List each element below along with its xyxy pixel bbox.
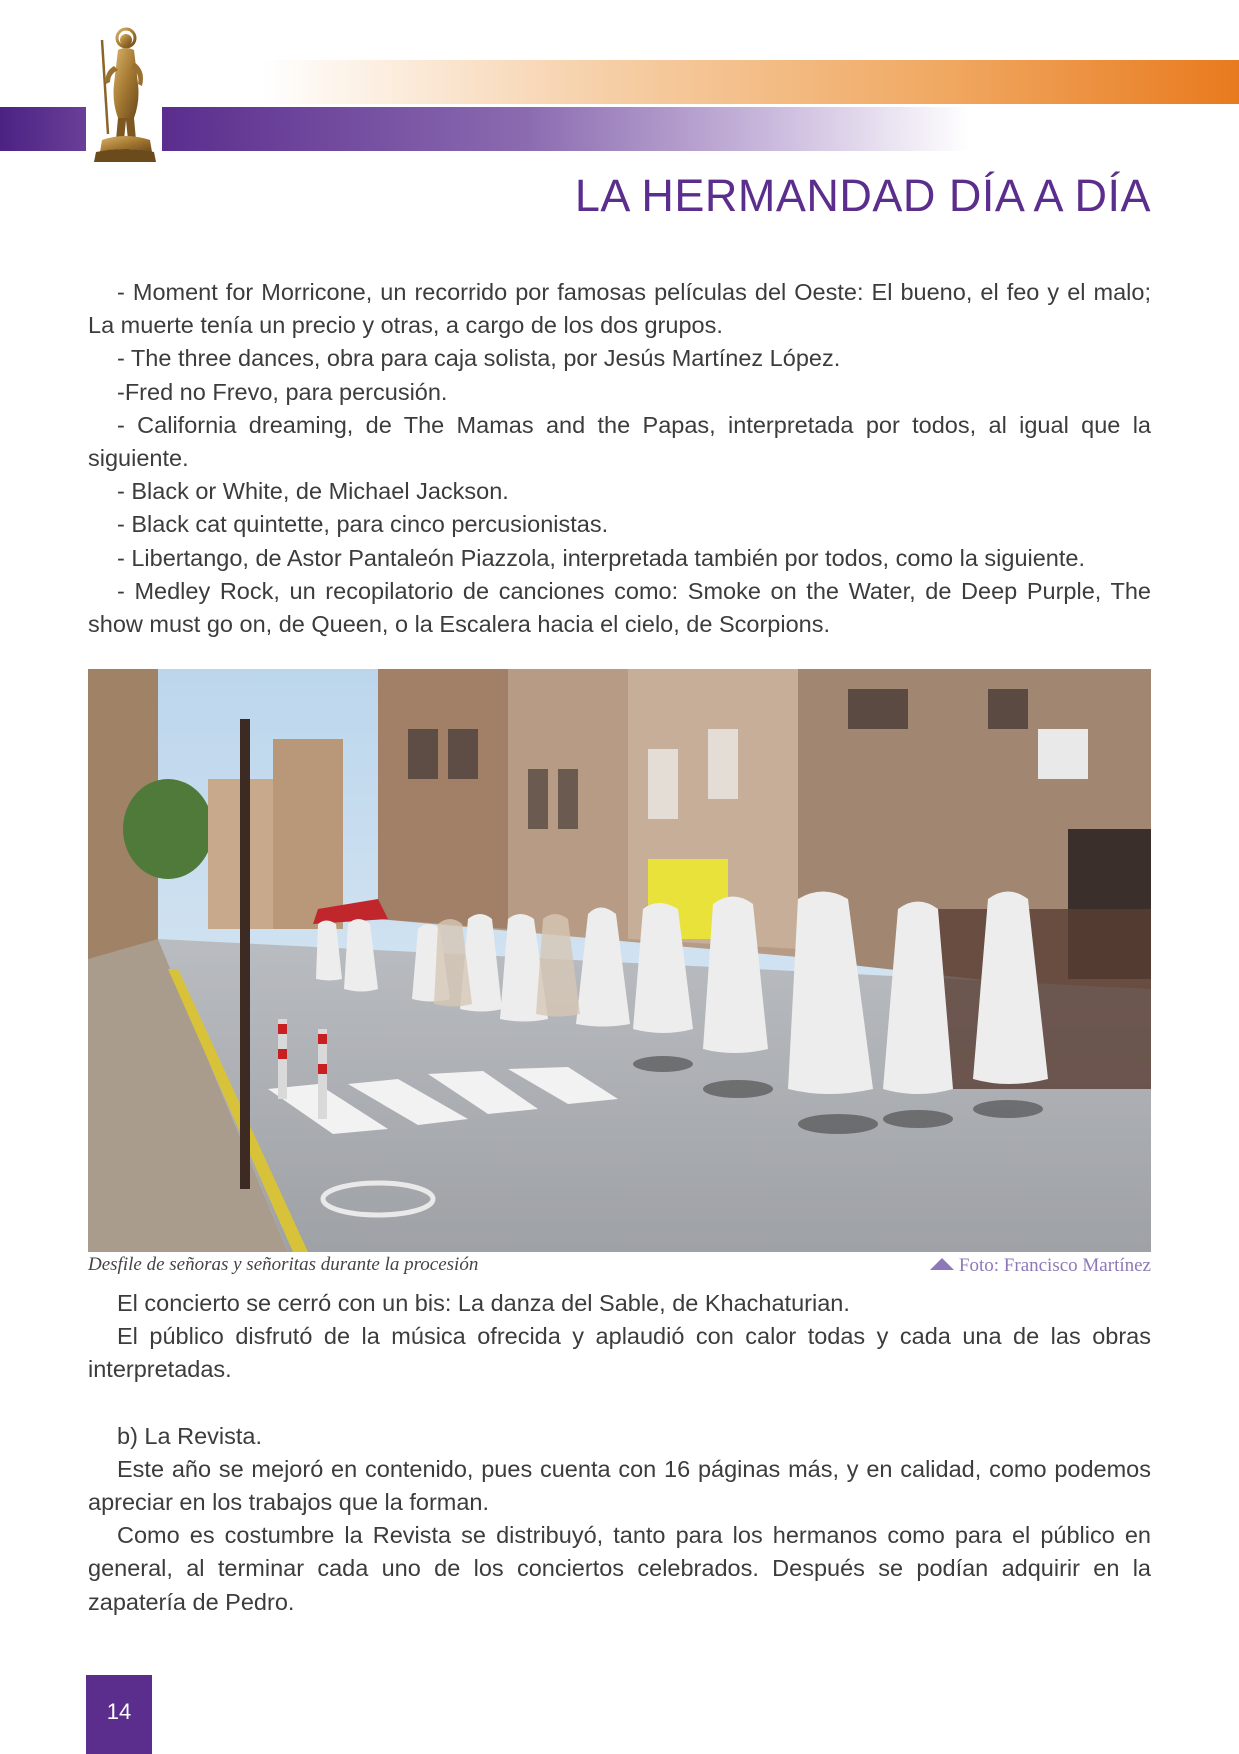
paragraph: - Black cat quintette, para cinco percusionistas. [117, 511, 609, 538]
paragraph: - Black or White, de Michael Jackson. [117, 478, 509, 505]
paragraph: - California dreaming, de The Mamas and the Papas, interpretada por todos, al igual que la siguiente. [88, 411, 1151, 472]
section-title: LA HERMANDAD DÍA A DÍA [574, 170, 1151, 221]
article-text-top [88, 276, 1151, 641]
paragraph: Este año se mejoró en contenido, pues cuenta con 16 páginas más, y en calidad, como podemos apreciar en los trabajos que la forman. [88, 1455, 1151, 1516]
paragraph: Como es costumbre la Revista se distribuyó, tanto para los hermanos como para el público en general, al terminar cada uno de los conciertos celebrados. Después se podían adquirir en la zapatería de Pedro. [88, 1522, 1151, 1615]
page-number: 14 [106, 1699, 132, 1724]
procession-photo [88, 669, 1151, 1252]
spacer [88, 1387, 1151, 1420]
paragraph: - The three dances, obra para caja solista, por Jesús Martínez López. [117, 345, 841, 372]
triangle-icon [930, 1258, 954, 1270]
header-orange-band [262, 60, 1239, 104]
paragraph: El público disfrutó de la música ofrecida y aplaudió con calor todas y cada una de las obras interpretadas. [88, 1323, 1151, 1383]
header-purple-block [0, 107, 86, 151]
paragraph: -Fred no Frevo, para percusión. [117, 378, 448, 405]
paragraph: - Medley Rock, un recopilatorio de canciones como: Smoke on the Water, de Deep Purple, The show must go on, de Queen, o la Escalera hacia el cielo, de Scorpions. [88, 577, 1151, 638]
paragraph: El concierto se cerró con un bis: La danza del Sable, de Khachaturian. [117, 1290, 850, 1316]
paragraph: - Libertango, de Astor Pantaleón Piazzola, interpretada también por todos, como la siguiente. [117, 544, 1086, 571]
photo-credit-text: Foto: Francisco Martínez [958, 1255, 1151, 1276]
paragraph: - Moment for Morricone, un recorrido por famosas películas del Oeste: El bueno, el feo y el malo; La muerte tenía un precio y otras, a cargo de los dos grupos. [88, 279, 1151, 339]
photo-credit [930, 1255, 1151, 1277]
subsection-heading: b) La Revista. [117, 1422, 262, 1449]
photo-caption: Desfile de señoras y señoritas durante la procesión [88, 1254, 479, 1275]
header-purple-band [162, 107, 970, 151]
saint-statue-logo [88, 22, 162, 162]
article-text-bottom [88, 1287, 1151, 1619]
page-number-box [86, 1675, 152, 1754]
